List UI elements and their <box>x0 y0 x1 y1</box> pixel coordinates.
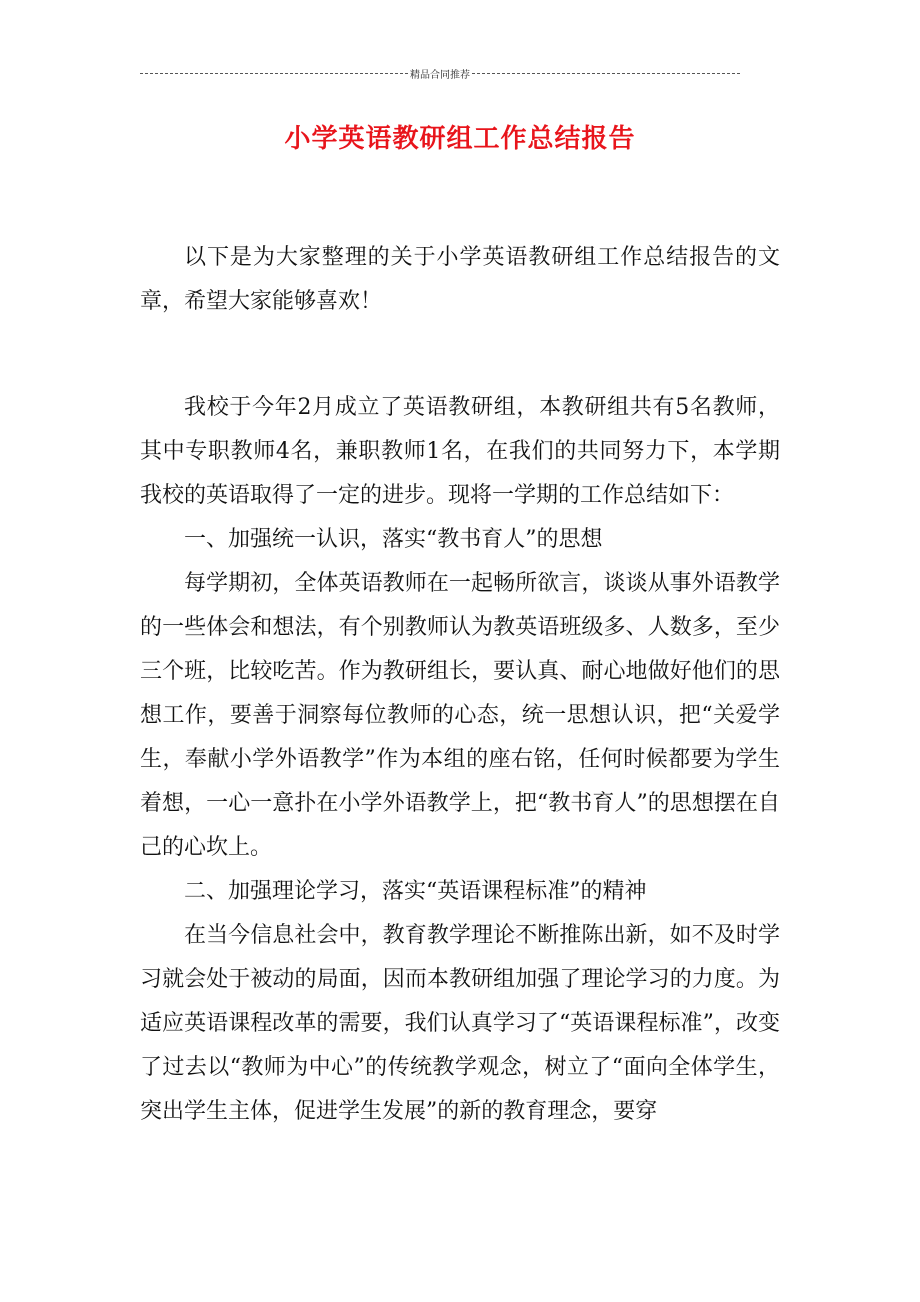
header-label: 精品合同推荐 <box>410 70 470 81</box>
paragraph-gap <box>140 324 780 386</box>
section-heading: 一、加强统一认识，落实“教书育人”的思想 <box>184 527 603 552</box>
body-paragraph: 我校于今年2月成立了英语教研组，本教研组共有5名教师，其中专职教师4名，兼职教师1名，在我们的共同努力下，本学期我校的英语取得了一定的进步。现将一学期的工作总结如下： <box>140 395 780 508</box>
section-heading: 二、加强理论学习，落实“英语课程标准”的精神 <box>184 879 647 904</box>
body-paragraph: 每学期初，全体英语教师在一起畅所欲言，谈谈从事外语教学的一些体会和想法，有个别教师认为教英语班级多、人数多，至少三个班，比较吃苦。作为教研组长，要认真、耐心地做好他们的思想工作，要善于洞察每位教师的心态，统一思想认识，把“关爱学生，奉献小学外语教学”作为本组的座右铭，任何时候都要为学生着想，一心一意扑在小学外语教学上，把“教书育人”的思想摆在自己的心坎上。 <box>140 571 780 860</box>
body-paragraph: 在当今信息社会中，教育教学理论不断推陈出新，如不及时学习就会处于被动的局面，因而本教研组加强了理论学习的力度。为适应英语课程改革的需要，我们认真学习了“英语课程标准”，改变了过去以“教师为中心”的传统教学观念，树立了“面向全体学生，突出学生主体，促进学生发展”的新的教育理念，要穿 <box>140 923 780 1124</box>
header-dash-right <box>472 73 740 74</box>
document-title: 小学英语教研组工作总结报告 <box>284 124 636 154</box>
header-dash-left <box>140 73 408 74</box>
document-body <box>140 236 780 1134</box>
header-rule <box>140 66 740 81</box>
intro-paragraph: 以下是为大家整理的关于小学英语教研组工作总结报告的文章，希望大家能够喜欢！ <box>140 245 780 314</box>
